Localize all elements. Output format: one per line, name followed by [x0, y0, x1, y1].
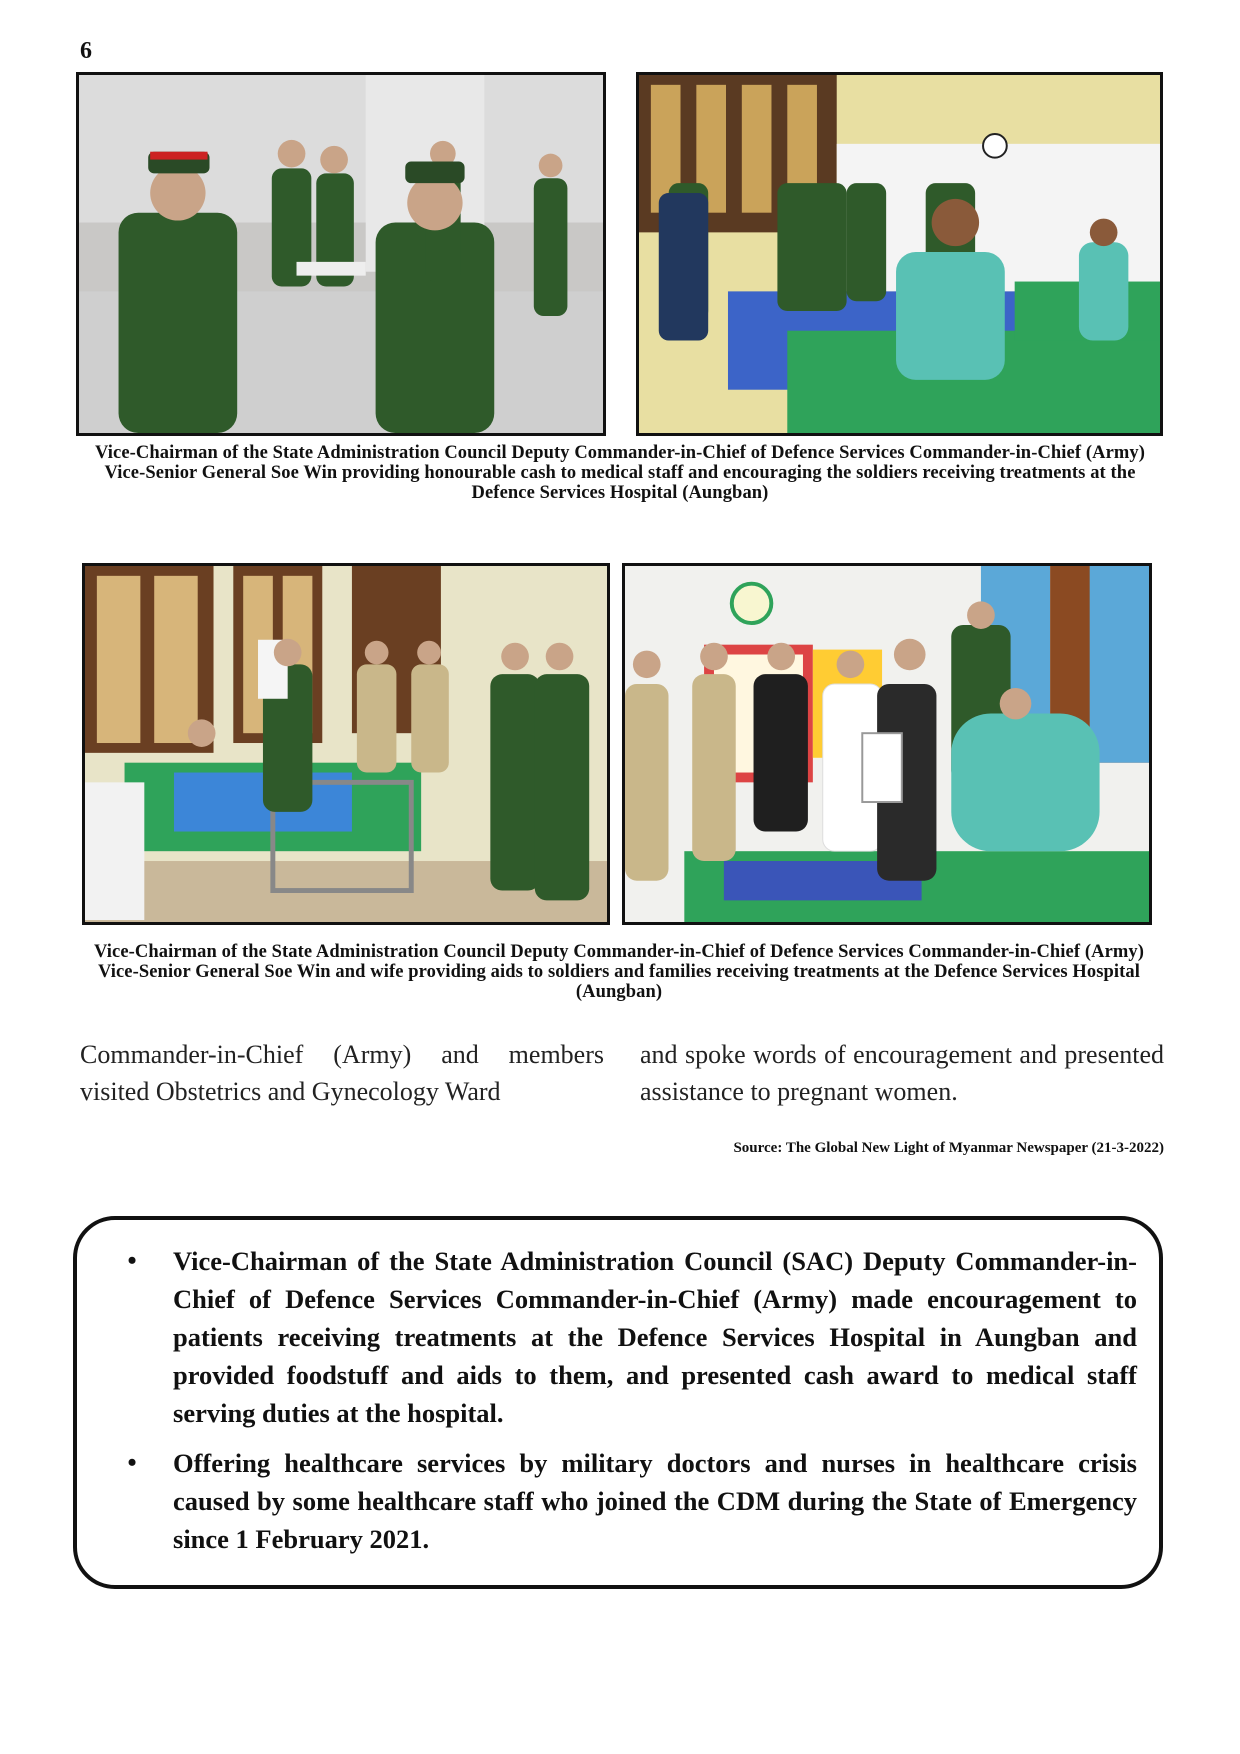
- bullet-icon: •: [127, 1246, 137, 1275]
- summary-point: [117, 1242, 1137, 1432]
- page-number: 6: [80, 38, 92, 64]
- figure-caption-2: Vice-Chairman of the State Administration Council Deputy Commander-in-Chief of Defence Services Commander-in-Chief (Army) Vice-Senior General Soe Win and wife providing aids to soldiers and families receiving treatments at the Defence Services Hospital (Aungban): [94, 942, 1144, 1002]
- photo-maternity-ward-aid: [622, 563, 1152, 925]
- summary-list: [117, 1242, 1137, 1558]
- body-text-column-2: and spoke words of encouragement and presented assistance to pregnant women.: [640, 1040, 1164, 1106]
- figure-caption-1: Vice-Chairman of the State Administration Council Deputy Commander-in-Chief of Defence Services Commander-in-Chief (Army) Vice-Senior General Soe Win providing honourable cash to medical staff and encouraging the soldiers receiving treatments at the Defence Services Hospital (Aungban): [95, 443, 1145, 503]
- summary-point: [117, 1444, 1137, 1558]
- body-text-column-1: Commander-in-Chief (Army) and members visited Obstetrics and Gynecology Ward: [80, 1040, 604, 1106]
- summary-box: [73, 1216, 1163, 1589]
- source-credit: Source: The Global New Light of Myanmar Newspaper (21-3-2022): [733, 1140, 1164, 1156]
- photo-cash-presentation: [76, 72, 606, 436]
- bullet-icon: •: [127, 1448, 137, 1477]
- photo-patient-bedside: [82, 563, 610, 925]
- summary-point-text: Vice-Chairman of the State Administration Council (SAC) Deputy Commander-in-Chief of Defence Services Commander-in-Chief (Army) made encouragement to patients receiving treatments at the Defence Services Hospital in Aungban and provided foodstuff and aids to them, and presented cash award to medical staff serving duties at the hospital.: [173, 1246, 1137, 1428]
- photo-hospital-ward-visit: [636, 72, 1163, 436]
- summary-point-text: Offering healthcare services by military doctors and nurses in healthcare crisis caused by some healthcare staff who joined the CDM during the State of Emergency since 1 February 2021.: [173, 1448, 1137, 1554]
